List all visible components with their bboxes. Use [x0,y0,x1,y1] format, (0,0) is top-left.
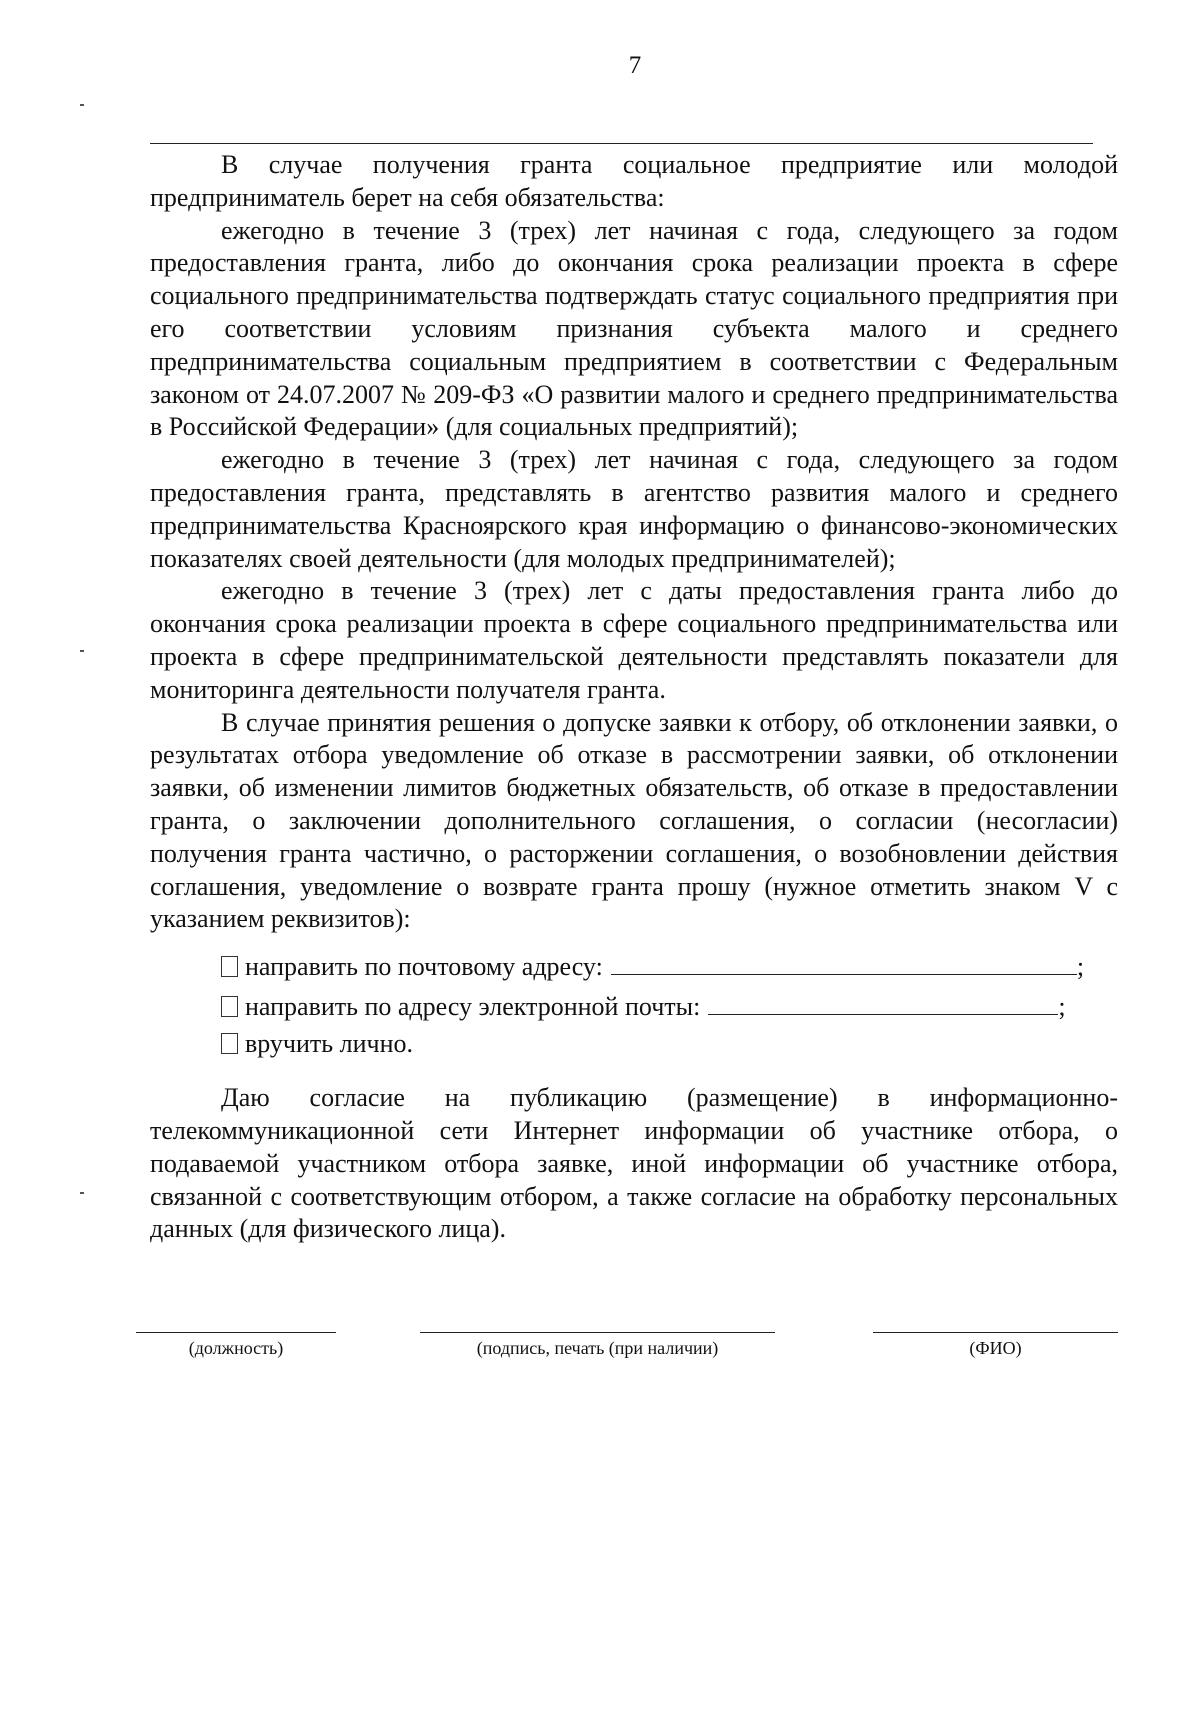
name-caption: (ФИО) [969,1338,1022,1358]
paragraph-obligation-monitoring: ежегодно в течение 3 (трех) лет с даты предоставления гранта либо до окончания срока реализации проекта в сфере социального предпринимательства или проекта в сфере предпринимательской деятельности представлять показатели для мониторинга деятельности получателя гранта. [150,576,1118,704]
page-number: 7 [628,52,642,79]
signature-caption: (подпись, печать (при наличии) [476,1338,719,1358]
email-checkbox[interactable] [221,996,238,1017]
scan-mark [80,104,84,106]
position-caption: (должность) [188,1338,284,1358]
name-line[interactable] [873,1332,1118,1333]
option-postal [221,948,1118,988]
postal-checkbox[interactable] [221,956,238,977]
postal-address-field[interactable] [611,948,1077,975]
option-email [221,988,1118,1028]
email-end: ; [1058,992,1066,1022]
delivery-options [221,948,1118,1068]
signature-line[interactable] [420,1332,775,1333]
document-body [150,149,1118,1246]
paragraph-notification: В случае принятия решения о допуске заявки к отбору, об отклонении заявки, о результатах отбора уведомление об отказе в рассмотрении заявки, об отклонении заявки, об изменении лимитов бюджетных обязательств, об отказе в предоставлении гранта, о заключении дополнительного соглашения, о согласии (несогласии) получения гранта частично, о расторжении соглашения, о возобновлении действия соглашения, уведомление о возврате гранта прошу (нужное отметить знаком V с указанием реквизитов): [150,707,1118,934]
email-label: направить по адресу электронной почты: [245,992,701,1022]
personal-checkbox[interactable] [221,1033,238,1054]
paragraph-intro: В случае получения гранта социальное предприятие или молодой предприниматель берет на себя обязательства: [150,150,1118,212]
position-line[interactable] [136,1332,336,1333]
paragraph-consent: Даю согласие на публикацию (размещение) в информационно-телекоммуникационной сети Интернет информации об участнике отбора, о подаваемой участником отбора заявке, иной информации об участнике отбора, связанной с соответствующим отбором, а также согласие на обработку персональных данных (для физического лица). [150,1083,1118,1244]
option-personal [221,1028,1118,1068]
paragraph-obligation-status: ежегодно в течение 3 (трех) лет начиная с года, следующего за годом предоставления гранта, либо до окончания срока реализации проекта в сфере социального предпринимательства подтверждать статус социального предприятия при его соответствии условиям признания субъекта малого и среднего предпринимательства социальным предприятием в соответствии с Федеральным законом от 24.07.2007 № 209-ФЗ «О развитии малого и среднего предпринимательства в Российской Федерации» (для социальных предприятий); [150,215,1118,442]
scan-mark [80,650,84,652]
personal-label: вручить лично. [245,1029,414,1059]
scan-mark [80,1192,84,1194]
paragraph-obligation-report: ежегодно в течение 3 (трех) лет начиная с года, следующего за годом предоставления гранта, представлять в агентство развития малого и среднего предпринимательства Красноярского края информацию о финансово-экономических показателях своей деятельности (для молодых предпринимателей); [150,445,1118,573]
email-address-field[interactable] [708,988,1058,1015]
signature-block [0,1332,1200,1372]
header-rule [150,143,1093,144]
postal-label: направить по почтовому адресу: [245,952,603,982]
postal-end: ; [1076,952,1085,982]
